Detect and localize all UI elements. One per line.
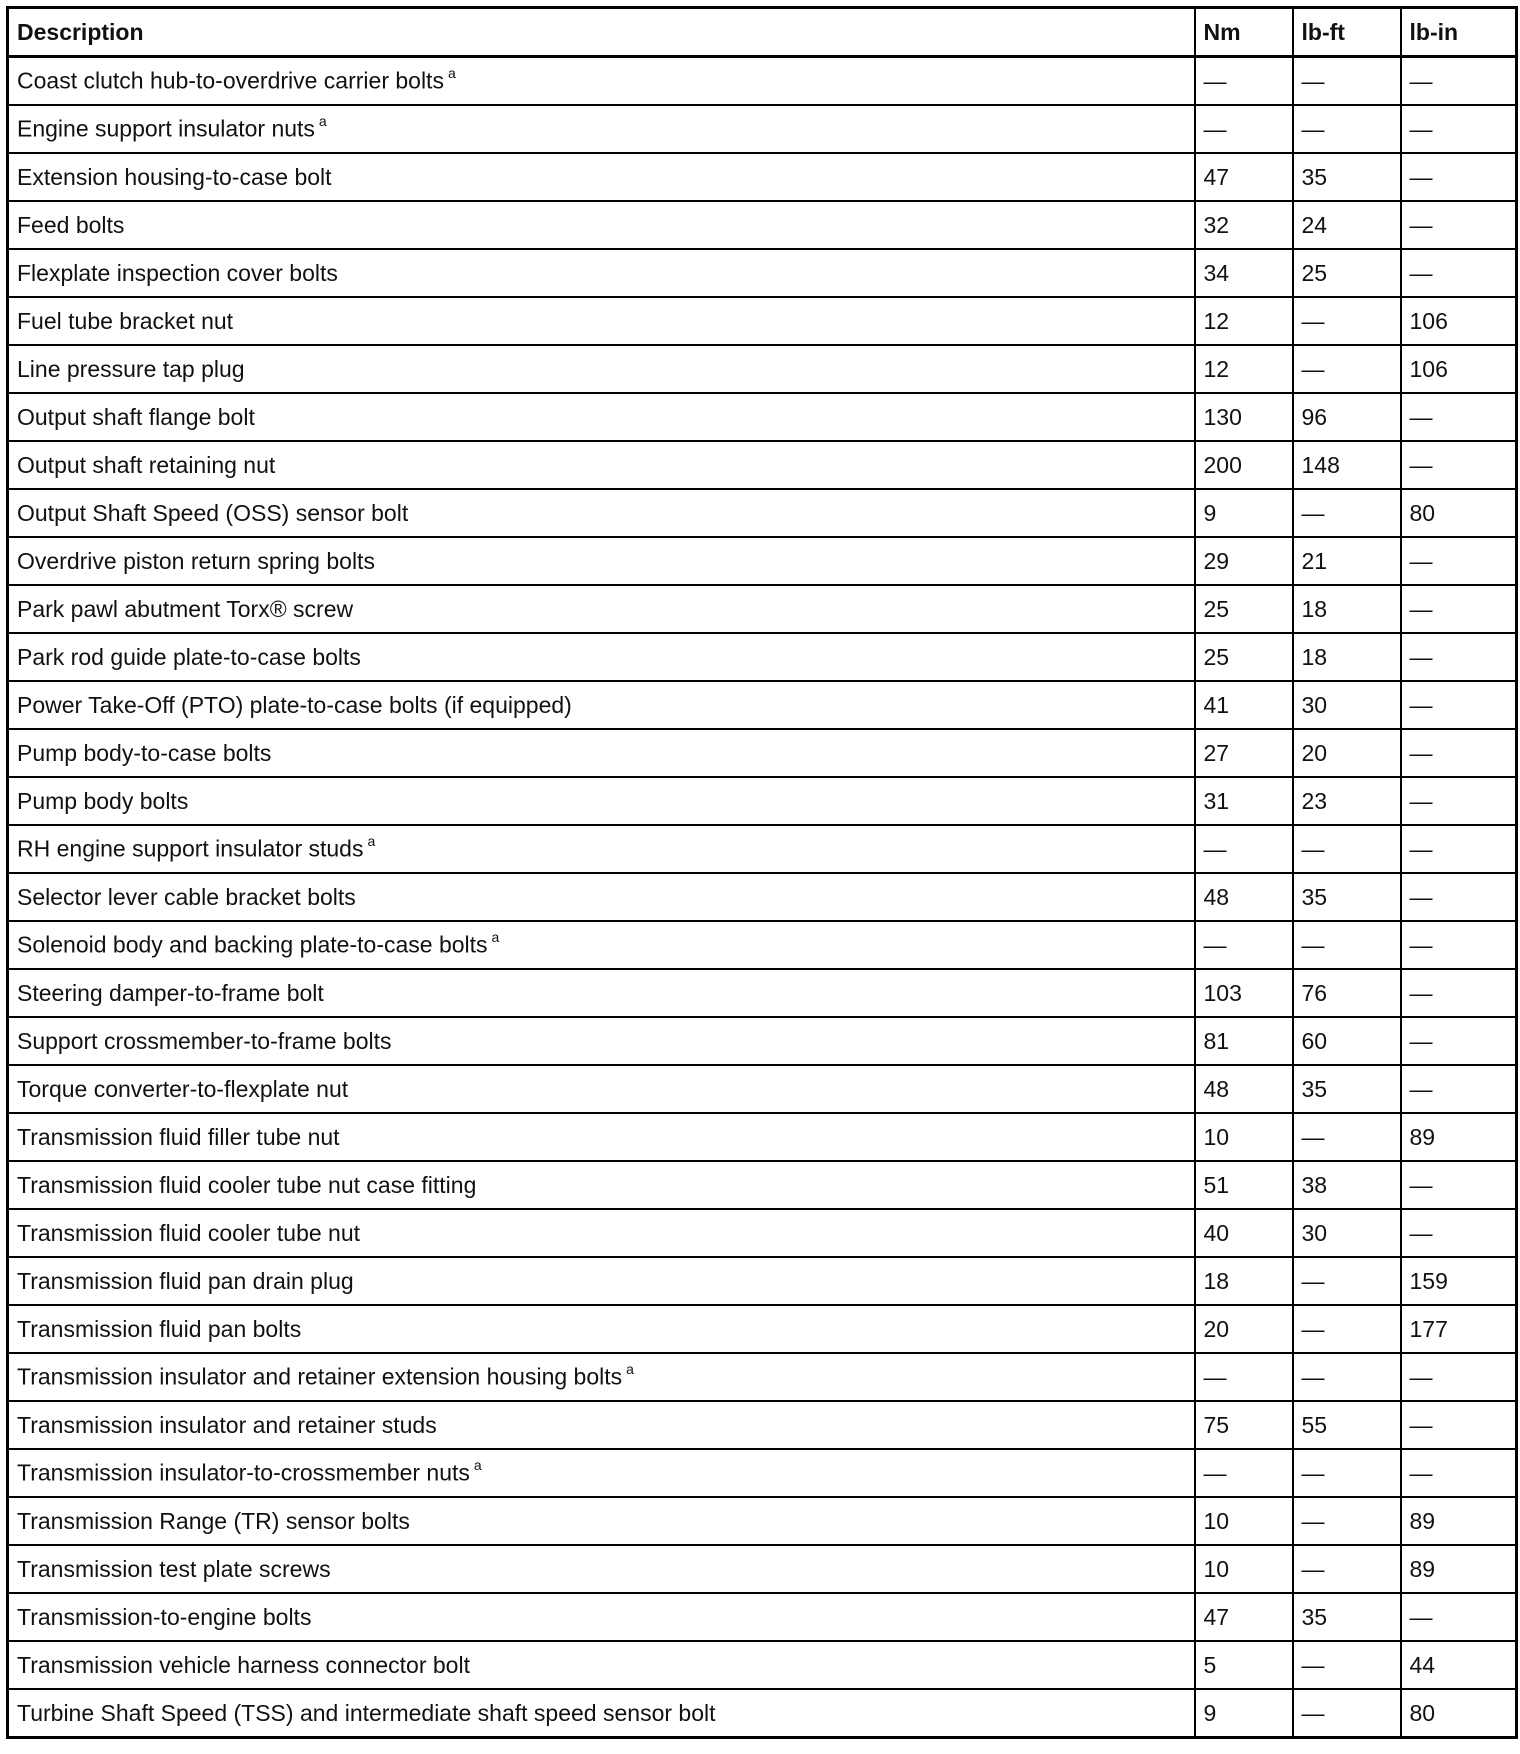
cell-nm: 32 (1195, 201, 1293, 249)
cell-lb-in: — (1401, 1017, 1517, 1065)
description-text: Transmission insulator and retainer extension housing bolts (17, 1363, 623, 1390)
cell-description (8, 585, 1195, 633)
cell-lb-ft: 35 (1293, 153, 1401, 201)
cell-lb-ft: 21 (1293, 537, 1401, 585)
torque-spec-table (6, 6, 1518, 1739)
cell-lb-ft: 38 (1293, 1161, 1401, 1209)
description-text: Output shaft retaining nut (17, 451, 276, 478)
cell-description (8, 1305, 1195, 1353)
description-text: Transmission fluid pan drain plug (17, 1267, 354, 1294)
cell-lb-ft: — (1293, 1305, 1401, 1353)
cell-description (8, 393, 1195, 441)
cell-lb-ft: 30 (1293, 1209, 1401, 1257)
cell-lb-ft: — (1293, 1497, 1401, 1545)
table-row (8, 1017, 1517, 1065)
table-row (8, 873, 1517, 921)
cell-nm: 200 (1195, 441, 1293, 489)
table-row (8, 1593, 1517, 1641)
cell-lb-ft: — (1293, 489, 1401, 537)
cell-lb-in: — (1401, 1401, 1517, 1449)
cell-nm: 12 (1195, 297, 1293, 345)
table-row (8, 825, 1517, 873)
description-text: Transmission fluid pan bolts (17, 1315, 302, 1342)
cell-lb-in: — (1401, 1353, 1517, 1401)
cell-nm: 18 (1195, 1257, 1293, 1305)
description-text: Power Take-Off (PTO) plate-to-case bolts (if equipped) (17, 691, 572, 718)
table-row (8, 441, 1517, 489)
cell-lb-in: 159 (1401, 1257, 1517, 1305)
cell-description (8, 249, 1195, 297)
cell-lb-in: — (1401, 777, 1517, 825)
table-row (8, 1209, 1517, 1257)
cell-description (8, 1353, 1195, 1401)
header-nm: Nm (1195, 8, 1293, 57)
cell-description (8, 873, 1195, 921)
cell-description (8, 1209, 1195, 1257)
cell-lb-in: — (1401, 1209, 1517, 1257)
cell-nm: 81 (1195, 1017, 1293, 1065)
cell-description (8, 777, 1195, 825)
cell-lb-in: — (1401, 969, 1517, 1017)
cell-lb-ft: 20 (1293, 729, 1401, 777)
cell-lb-ft: 55 (1293, 1401, 1401, 1449)
cell-lb-ft: — (1293, 345, 1401, 393)
cell-description (8, 201, 1195, 249)
table-row (8, 1449, 1517, 1497)
footnote-marker: a (491, 929, 500, 946)
cell-lb-ft: — (1293, 1113, 1401, 1161)
cell-lb-in: — (1401, 585, 1517, 633)
cell-lb-in: 44 (1401, 1641, 1517, 1689)
description-text: Fuel tube bracket nut (17, 307, 234, 334)
table-row (8, 1305, 1517, 1353)
cell-description (8, 1401, 1195, 1449)
cell-lb-ft: 76 (1293, 969, 1401, 1017)
cell-lb-ft: — (1293, 921, 1401, 969)
table-row (8, 777, 1517, 825)
cell-nm: 75 (1195, 1401, 1293, 1449)
cell-description (8, 921, 1195, 969)
description-text: Transmission insulator-to-crossmember nuts (17, 1459, 470, 1486)
cell-lb-ft: — (1293, 1449, 1401, 1497)
cell-lb-in: — (1401, 1593, 1517, 1641)
table-row (8, 1545, 1517, 1593)
cell-lb-ft: — (1293, 57, 1401, 106)
cell-nm: — (1195, 921, 1293, 969)
cell-nm: 25 (1195, 633, 1293, 681)
description-text: Output shaft flange bolt (17, 403, 255, 430)
cell-lb-in: — (1401, 1449, 1517, 1497)
description-text: Transmission fluid filler tube nut (17, 1123, 340, 1150)
table-row (8, 1641, 1517, 1689)
cell-lb-in: 89 (1401, 1545, 1517, 1593)
cell-nm: 40 (1195, 1209, 1293, 1257)
cell-lb-ft: — (1293, 297, 1401, 345)
header-lb-in: lb-in (1401, 8, 1517, 57)
table-row (8, 921, 1517, 969)
cell-lb-ft: — (1293, 1257, 1401, 1305)
table-row (8, 681, 1517, 729)
cell-description (8, 153, 1195, 201)
cell-lb-in: 106 (1401, 345, 1517, 393)
table-row (8, 633, 1517, 681)
cell-nm: 47 (1195, 153, 1293, 201)
description-text: Coast clutch hub-to-overdrive carrier bolts (17, 67, 444, 94)
cell-nm: 5 (1195, 1641, 1293, 1689)
cell-nm: — (1195, 57, 1293, 106)
table-row (8, 969, 1517, 1017)
table-row (8, 1257, 1517, 1305)
description-text: Pump body bolts (17, 787, 189, 814)
cell-lb-ft: 18 (1293, 585, 1401, 633)
description-text: Solenoid body and backing plate-to-case bolts (17, 931, 488, 958)
cell-nm: 41 (1195, 681, 1293, 729)
description-text: Turbine Shaft Speed (TSS) and intermediate shaft speed sensor bolt (17, 1699, 716, 1726)
cell-description (8, 345, 1195, 393)
cell-description (8, 1449, 1195, 1497)
table-row (8, 57, 1517, 106)
cell-nm: 10 (1195, 1113, 1293, 1161)
cell-lb-in: — (1401, 153, 1517, 201)
cell-lb-ft: 60 (1293, 1017, 1401, 1065)
cell-nm: 20 (1195, 1305, 1293, 1353)
header-lb-ft: lb-ft (1293, 8, 1401, 57)
table-row (8, 585, 1517, 633)
cell-nm: — (1195, 825, 1293, 873)
cell-lb-in: — (1401, 921, 1517, 969)
table-row (8, 105, 1517, 153)
table-row (8, 1113, 1517, 1161)
description-text: Flexplate inspection cover bolts (17, 259, 338, 286)
table-row (8, 729, 1517, 777)
cell-lb-in: — (1401, 1161, 1517, 1209)
cell-lb-in: — (1401, 105, 1517, 153)
cell-description (8, 1641, 1195, 1689)
cell-description (8, 1497, 1195, 1545)
cell-description (8, 57, 1195, 106)
cell-description (8, 105, 1195, 153)
cell-description (8, 297, 1195, 345)
cell-nm: 103 (1195, 969, 1293, 1017)
table-row (8, 297, 1517, 345)
cell-lb-in: — (1401, 249, 1517, 297)
table-row (8, 345, 1517, 393)
table-row (8, 393, 1517, 441)
cell-description (8, 825, 1195, 873)
footnote-marker: a (318, 113, 327, 130)
cell-nm: 48 (1195, 1065, 1293, 1113)
description-text: Transmission insulator and retainer studs (17, 1411, 437, 1438)
cell-lb-in: — (1401, 393, 1517, 441)
cell-lb-ft: 18 (1293, 633, 1401, 681)
cell-lb-ft: 24 (1293, 201, 1401, 249)
table-row (8, 1689, 1517, 1738)
description-text: Transmission-to-engine bolts (17, 1603, 312, 1630)
cell-lb-ft: 23 (1293, 777, 1401, 825)
header-description: Description (8, 8, 1195, 57)
description-text: Transmission vehicle harness connector bolt (17, 1651, 470, 1678)
footnote-marker: a (367, 833, 376, 850)
table-row (8, 201, 1517, 249)
cell-lb-in: 89 (1401, 1497, 1517, 1545)
cell-description (8, 1593, 1195, 1641)
description-text: Selector lever cable bracket bolts (17, 883, 356, 910)
cell-lb-ft: — (1293, 1641, 1401, 1689)
cell-lb-ft: — (1293, 1689, 1401, 1738)
cell-nm: 9 (1195, 489, 1293, 537)
description-text: Steering damper-to-frame bolt (17, 979, 324, 1006)
cell-lb-ft: 35 (1293, 1065, 1401, 1113)
table-row (8, 1401, 1517, 1449)
description-text: Park rod guide plate-to-case bolts (17, 643, 361, 670)
cell-description (8, 1017, 1195, 1065)
cell-lb-ft: — (1293, 105, 1401, 153)
description-text: Output Shaft Speed (OSS) sensor bolt (17, 499, 409, 526)
table-row (8, 1353, 1517, 1401)
cell-nm: 12 (1195, 345, 1293, 393)
cell-nm: — (1195, 105, 1293, 153)
cell-lb-ft: — (1293, 825, 1401, 873)
footnote-marker: a (473, 1457, 482, 1474)
description-text: Engine support insulator nuts (17, 115, 315, 142)
cell-lb-ft: 35 (1293, 873, 1401, 921)
cell-nm: 31 (1195, 777, 1293, 825)
cell-description (8, 969, 1195, 1017)
cell-lb-in: 106 (1401, 297, 1517, 345)
cell-nm: 10 (1195, 1545, 1293, 1593)
table-row (8, 1065, 1517, 1113)
description-text: Overdrive piston return spring bolts (17, 547, 375, 574)
table-row (8, 537, 1517, 585)
cell-description (8, 729, 1195, 777)
description-text: Torque converter-to-flexplate nut (17, 1075, 349, 1102)
cell-description (8, 1257, 1195, 1305)
cell-lb-in: — (1401, 1065, 1517, 1113)
cell-lb-ft: 30 (1293, 681, 1401, 729)
cell-nm: 47 (1195, 1593, 1293, 1641)
cell-nm: — (1195, 1449, 1293, 1497)
cell-lb-in: 80 (1401, 1689, 1517, 1738)
table-body (8, 57, 1517, 1738)
cell-nm: 48 (1195, 873, 1293, 921)
cell-description (8, 1689, 1195, 1738)
description-text: RH engine support insulator studs (17, 835, 364, 862)
cell-description (8, 1113, 1195, 1161)
cell-lb-in: 80 (1401, 489, 1517, 537)
cell-description (8, 489, 1195, 537)
description-text: Feed bolts (17, 211, 125, 238)
cell-nm: 10 (1195, 1497, 1293, 1545)
cell-lb-ft: 96 (1293, 393, 1401, 441)
cell-description (8, 1065, 1195, 1113)
description-text: Transmission fluid cooler tube nut (17, 1219, 361, 1246)
cell-lb-in: — (1401, 633, 1517, 681)
cell-lb-in: — (1401, 57, 1517, 106)
table-row (8, 153, 1517, 201)
cell-description (8, 681, 1195, 729)
table-row (8, 1161, 1517, 1209)
description-text: Park pawl abutment Torx® screw (17, 595, 354, 622)
cell-lb-in: — (1401, 537, 1517, 585)
cell-lb-in: — (1401, 873, 1517, 921)
cell-lb-ft: 25 (1293, 249, 1401, 297)
cell-description (8, 1545, 1195, 1593)
cell-description (8, 537, 1195, 585)
cell-nm: 9 (1195, 1689, 1293, 1738)
cell-description (8, 1161, 1195, 1209)
description-text: Pump body-to-case bolts (17, 739, 272, 766)
cell-nm: 130 (1195, 393, 1293, 441)
cell-description (8, 441, 1195, 489)
cell-nm: 51 (1195, 1161, 1293, 1209)
cell-lb-ft: — (1293, 1353, 1401, 1401)
cell-nm: 25 (1195, 585, 1293, 633)
description-text: Support crossmember-to-frame bolts (17, 1027, 392, 1054)
cell-nm: 34 (1195, 249, 1293, 297)
cell-description (8, 633, 1195, 681)
description-text: Extension housing-to-case bolt (17, 163, 332, 190)
cell-lb-in: — (1401, 441, 1517, 489)
cell-lb-in: — (1401, 201, 1517, 249)
cell-lb-in: 89 (1401, 1113, 1517, 1161)
cell-lb-in: — (1401, 825, 1517, 873)
cell-nm: 29 (1195, 537, 1293, 585)
table-row (8, 489, 1517, 537)
cell-lb-in: 177 (1401, 1305, 1517, 1353)
description-text: Line pressure tap plug (17, 355, 245, 382)
description-text: Transmission fluid cooler tube nut case fitting (17, 1171, 477, 1198)
table-header-row (8, 8, 1517, 57)
footnote-marker: a (626, 1361, 634, 1378)
table-row (8, 1497, 1517, 1545)
cell-lb-ft: 35 (1293, 1593, 1401, 1641)
description-text: Transmission Range (TR) sensor bolts (17, 1507, 410, 1534)
cell-nm: — (1195, 1353, 1293, 1401)
description-text: Transmission test plate screws (17, 1555, 331, 1582)
cell-lb-ft: — (1293, 1545, 1401, 1593)
cell-lb-ft: 148 (1293, 441, 1401, 489)
table-row (8, 249, 1517, 297)
cell-lb-in: — (1401, 681, 1517, 729)
cell-nm: 27 (1195, 729, 1293, 777)
footnote-marker: a (447, 65, 456, 82)
cell-lb-in: — (1401, 729, 1517, 777)
